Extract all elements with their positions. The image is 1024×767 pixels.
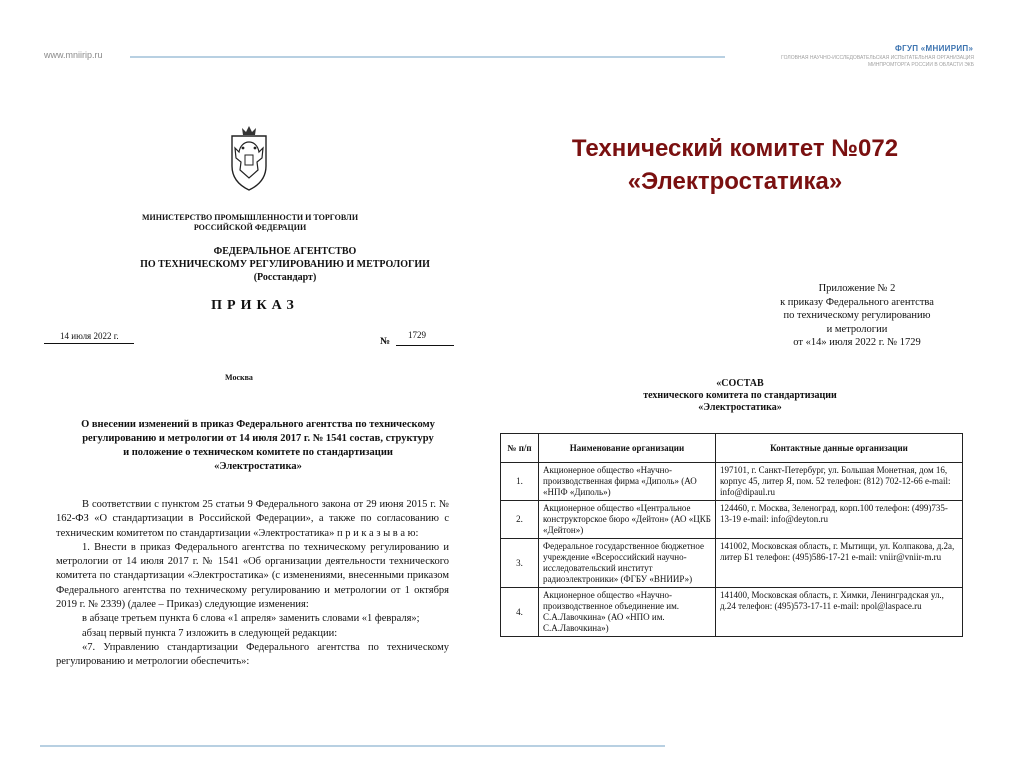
order-title: ПРИКАЗ <box>211 298 299 313</box>
row-organization: Акционерное общество «Центральное конструкторское бюро «Дейтон» (АО «ЦКБ «Дейтон») <box>539 501 716 539</box>
row-number: 3. <box>501 539 539 588</box>
ministry-line1: МИНИСТЕРСТВО ПРОМЫШЛЕННОСТИ И ТОРГОВЛИ <box>141 213 359 222</box>
agency-line2: ПО ТЕХНИЧЕСКОМУ РЕГУЛИРОВАНИЮ И МЕТРОЛОГИИ <box>140 259 430 270</box>
annex-line1: Приложение № 2 <box>818 283 896 294</box>
ministry-name <box>140 213 360 233</box>
composition-title <box>590 378 890 414</box>
row-organization: Акционерное общество «Научно-производственное объединение им. С.А.Лавочкина» (АО «НПО им. С.А.Лавочкина») <box>539 588 716 637</box>
members-table <box>500 433 963 637</box>
subject-line1: О внесении изменений в приказ Федерального агентства по техническому <box>81 419 435 430</box>
order-date: 14 июля 2022 г. <box>60 331 119 341</box>
subject-line3: и положение о техническом комитете по стандартизации <box>123 447 393 458</box>
number-sign: № <box>380 336 391 347</box>
composition-line2: технического комитета по стандартизации <box>643 390 837 401</box>
ministry-line2: РОССИЙСКОЙ ФЕДЕРАЦИИ <box>193 223 307 232</box>
composition-line1: «СОСТАВ <box>716 378 764 389</box>
org-subtitle-2: МИНПРОМТОРГА РОССИИ В ОБЛАСТИ ЭКБ <box>868 62 974 68</box>
table-row <box>501 463 963 501</box>
header-contacts: Контактные данные организации <box>716 434 963 463</box>
org-name: ФГУП «МНИИРИП» <box>895 44 974 53</box>
annex-line2: к приказу Федерального агентства <box>780 296 934 308</box>
coat-of-arms-icon <box>226 122 272 192</box>
order-body <box>56 498 449 670</box>
order-paragraph-2: 1. Внести в приказ Федерального агентства по техническому регулированию и метрологии от 14 июля 2017 г. № 1541 «Об организации деятельности технического комитета по стандартизации «Электростатика» (с изменениями, внесенными приказом Федерального агентства по техническому регулированию и метрологии от 1 октября 2019 г. № 2339) (далее – Приказ) следующие изменения: <box>56 541 449 611</box>
slide-title-line2: «Электростатика» <box>627 168 843 195</box>
document-crop-mask <box>490 717 970 767</box>
agency-line3: (Росстандарт) <box>253 272 317 283</box>
agency-line1: ФЕДЕРАЛЬНОЕ АГЕНТСТВО <box>213 246 357 257</box>
row-number: 4. <box>501 588 539 637</box>
row-organization: Акционерное общество «Научно-производственная фирма «Диполь» (АО «НПФ «Диполь») <box>539 463 716 501</box>
date-underline <box>44 343 134 344</box>
order-number: 1729 <box>408 330 426 340</box>
order-paragraph-5: «7. Управлению стандартизации Федерального агентства по техническому регулированию и метрологии обеспечить»: <box>56 641 449 668</box>
order-city: Москва <box>225 373 253 382</box>
header-number: № п/п <box>501 434 539 463</box>
row-number: 1. <box>501 463 539 501</box>
slide-title-line1: Технический комитет №072 <box>571 135 899 162</box>
org-subtitle-1: ГОЛОВНАЯ НАУЧНО-ИССЛЕДОВАТЕЛЬСКАЯ ИСПЫТАТЕЛЬНАЯ ОРГАНИЗАЦИЯ <box>781 55 974 61</box>
row-contacts: 141400, Московская область, г. Химки, Ленинградская ул., д.24 телефон: (495)573-17-11 e-mail: npol@laspace.ru <box>716 588 963 637</box>
table-row <box>501 588 963 637</box>
annex-header <box>752 282 962 350</box>
agency-name <box>90 245 480 284</box>
table-row <box>501 539 963 588</box>
annex-line5: от «14» июля 2022 г. № 1729 <box>793 337 921 348</box>
header-divider <box>130 56 725 58</box>
table-row <box>501 501 963 539</box>
row-contacts: 141002, Московская область, г. Мытищи, ул. Колпакова, д.2а, литер Б1 телефон: (495)586-17-21 e-mail: vniir@vniir-m.ru <box>716 539 963 588</box>
row-contacts: 197101, г. Санкт-Петербург, ул. Большая Монетная, дом 16, корпус 45, литер Я, пом. 52 телефон: (812) 702-12-66 e-mail: info@dipaul.ru <box>716 463 963 501</box>
order-paragraph-1: В соответствии с пунктом 25 статьи 9 Федерального закона от 29 июня 2015 г. № 162-ФЗ «О стандартизации в Российской Федерации», а также по согласованию с техническим комитетом по стандартизации «Электростатика» п р и к а з ы в а ю: <box>56 499 449 539</box>
order-paragraph-3: в абзаце третьем пункта 6 слова «1 апреля» заменить словами «1 февраля»; <box>82 613 420 625</box>
subject-line4: «Электростатика» <box>214 461 302 472</box>
order-paragraph-4: абзац первый пункта 7 изложить в следующей редакции: <box>82 627 338 639</box>
order-subject <box>62 418 454 474</box>
composition-line3: «Электростатика» <box>698 402 782 413</box>
number-underline <box>396 345 454 346</box>
subject-line2: регулированию и метрологии от 14 июля 2017 г. № 1541 состав, структуру <box>82 433 434 444</box>
header-organization: Наименование организации <box>539 434 716 463</box>
row-contacts: 124460, г. Москва, Зеленоград, корп.100 телефон: (499)735-13-19 e-mail: info@deyton.ru <box>716 501 963 539</box>
annex-line3: по техническому регулированию <box>783 310 931 321</box>
slide-title <box>505 132 965 198</box>
table-header-row <box>501 434 963 463</box>
footer-divider <box>40 745 665 747</box>
annex-line4: и метрологии <box>826 323 888 335</box>
site-url: www.mniirip.ru <box>44 50 103 60</box>
row-organization: Федеральное государственное бюджетное учреждение «Всероссийский научно-исследовательский институт радиоэлектроники» (ФГБУ «ВНИИР») <box>539 539 716 588</box>
row-number: 2. <box>501 501 539 539</box>
